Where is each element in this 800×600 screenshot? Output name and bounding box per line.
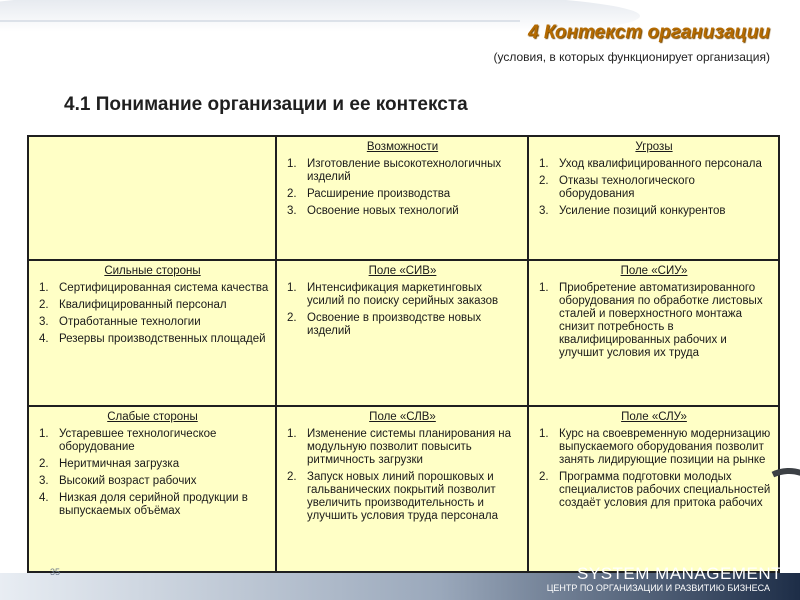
list-item-text: Приобретение автоматизированного оборудования по обработке листовых сталей и поверхностного монтажа снизит потребность в квалифицированных рабочих и улучшит условия их труда — [559, 282, 763, 359]
swot-cell-wt — [528, 406, 779, 572]
list-item-number: 1. — [39, 428, 49, 440]
swot-list-item — [283, 205, 522, 218]
list-item-text: Освоение новых технологий — [307, 205, 459, 217]
list-item-text: Усиление позиций конкурентов — [559, 205, 726, 217]
list-item-text: Отказы технологического оборудования — [559, 175, 695, 200]
swot-cell-strengths — [28, 260, 276, 406]
logo-tagline: ЦЕНТР ПО ОРГАНИЗАЦИИ И РАЗВИТИЮ БИЗНЕСА — [546, 583, 770, 593]
list-item-number: 3. — [39, 475, 49, 487]
swot-cell-heading: Возможности — [366, 141, 439, 153]
swot-list-item — [35, 333, 270, 346]
swot-list-item — [283, 158, 522, 184]
swot-cell-heading: Поле «СЛУ» — [621, 411, 687, 423]
decorative-line — [0, 20, 520, 22]
page-number: 35 — [50, 567, 61, 577]
swot-list-item — [35, 458, 270, 471]
swot-list-item — [35, 475, 270, 488]
list-item-text: Резервы производственных площадей — [59, 333, 266, 345]
swot-list-item — [283, 471, 522, 523]
list-item-text: Сертифицированная система качества — [59, 282, 269, 294]
list-item-text: Низкая доля серийной продукции в выпускаемых объёмах — [59, 492, 248, 517]
swot-cell-so — [276, 260, 528, 406]
swot-list-item — [35, 428, 270, 454]
list-item-number: 1. — [287, 428, 297, 440]
swot-cell-heading: Слабые стороны — [107, 411, 198, 423]
list-item-text: Изготовление высокотехнологичных изделий — [307, 158, 502, 183]
list-item-text: Квалифицированный персонал — [59, 299, 227, 311]
slide-subtitle: (условия, в которых функционирует организация) — [493, 50, 770, 64]
list-item-text: Неритмичная загрузка — [59, 458, 180, 470]
list-item-number: 3. — [539, 205, 549, 217]
list-item-number: 2. — [39, 458, 49, 470]
swot-corner-cell — [28, 136, 276, 260]
list-item-number: 2. — [539, 175, 549, 187]
swot-cell-threats — [528, 136, 779, 260]
swot-cell-heading: Поле «СИВ» — [368, 265, 437, 277]
list-item-text: Устаревшее технологическое оборудование — [59, 428, 217, 453]
swot-list-item — [535, 175, 773, 201]
list-item-number: 1. — [287, 282, 297, 294]
swot-list-item — [535, 282, 773, 360]
list-item-number: 1. — [39, 282, 49, 294]
list-item-number: 2. — [287, 312, 297, 324]
swot-row-strengths — [28, 260, 779, 406]
list-item-number: 2. — [39, 299, 49, 311]
list-item-text: Запуск новых линий порошковых и гальванических покрытий позволит увеличить производительность и улучшить условия труда персонала — [307, 471, 498, 522]
list-item-text: Изменение системы планирования на модульную позволит повысить ритмичность загрузки — [307, 428, 511, 466]
swot-list-item — [535, 158, 773, 171]
section-title: 4.1 Понимание организации и ее контекста — [64, 94, 468, 115]
swot-cell-heading: Поле «СЛВ» — [369, 411, 436, 423]
list-item-text: Курс на своевременную модернизацию выпускаемого оборудования позволит занять лидирующие позиции на рынке — [559, 428, 771, 466]
list-item-number: 3. — [287, 205, 297, 217]
swot-cell-heading: Поле «СИУ» — [620, 265, 688, 277]
list-item-number: 2. — [287, 471, 297, 483]
list-item-text: Освоение в производстве новых изделий — [307, 312, 482, 337]
list-item-text: Уход квалифицированного персонала — [559, 158, 762, 170]
list-item-number: 1. — [287, 158, 297, 170]
swot-list-item — [35, 492, 270, 518]
list-item-number: 4. — [39, 492, 49, 504]
logo-name: SYSTEM MANAGEMENT — [577, 564, 782, 583]
swot-list-item — [535, 428, 773, 467]
swot-list-item — [283, 312, 522, 338]
list-item-number: 2. — [287, 188, 297, 200]
swot-list-item — [535, 205, 773, 218]
swot-cell-opportunities — [276, 136, 528, 260]
list-item-number: 1. — [539, 428, 549, 440]
swot-list-item — [35, 316, 270, 329]
swot-list-item — [283, 282, 522, 308]
list-item-text: Программа подготовки молодых специалистов рабочих специальностей создаёт условия для притока рабочих — [559, 471, 771, 509]
list-item-number: 4. — [39, 333, 49, 345]
list-item-text: Отработанные технологии — [59, 316, 201, 328]
swot-list-item — [283, 428, 522, 467]
list-item-text: Интенсификация маркетинговых усилий по поиску серийных заказов — [307, 282, 499, 307]
swot-table — [27, 135, 780, 573]
swot-list-item — [35, 282, 270, 295]
swot-list-item — [35, 299, 270, 312]
slide-title: 4 Контекст организации — [528, 22, 770, 43]
swot-cell-st — [528, 260, 779, 406]
swot-list-item — [535, 471, 773, 510]
swot-cell-wo — [276, 406, 528, 572]
list-item-number: 1. — [539, 158, 549, 170]
swot-row-header — [28, 136, 779, 260]
swot-cell-heading: Сильные стороны — [104, 265, 201, 277]
list-item-text: Высокий возраст рабочих — [59, 475, 197, 487]
list-item-text: Расширение производства — [307, 188, 451, 200]
list-item-number: 3. — [39, 316, 49, 328]
list-item-number: 1. — [539, 282, 549, 294]
swot-cell-heading: Угрозы — [635, 141, 673, 153]
list-item-number: 2. — [539, 471, 549, 483]
swot-list-item — [283, 188, 522, 201]
swot-cell-weaknesses — [28, 406, 276, 572]
swot-row-weaknesses — [28, 406, 779, 572]
